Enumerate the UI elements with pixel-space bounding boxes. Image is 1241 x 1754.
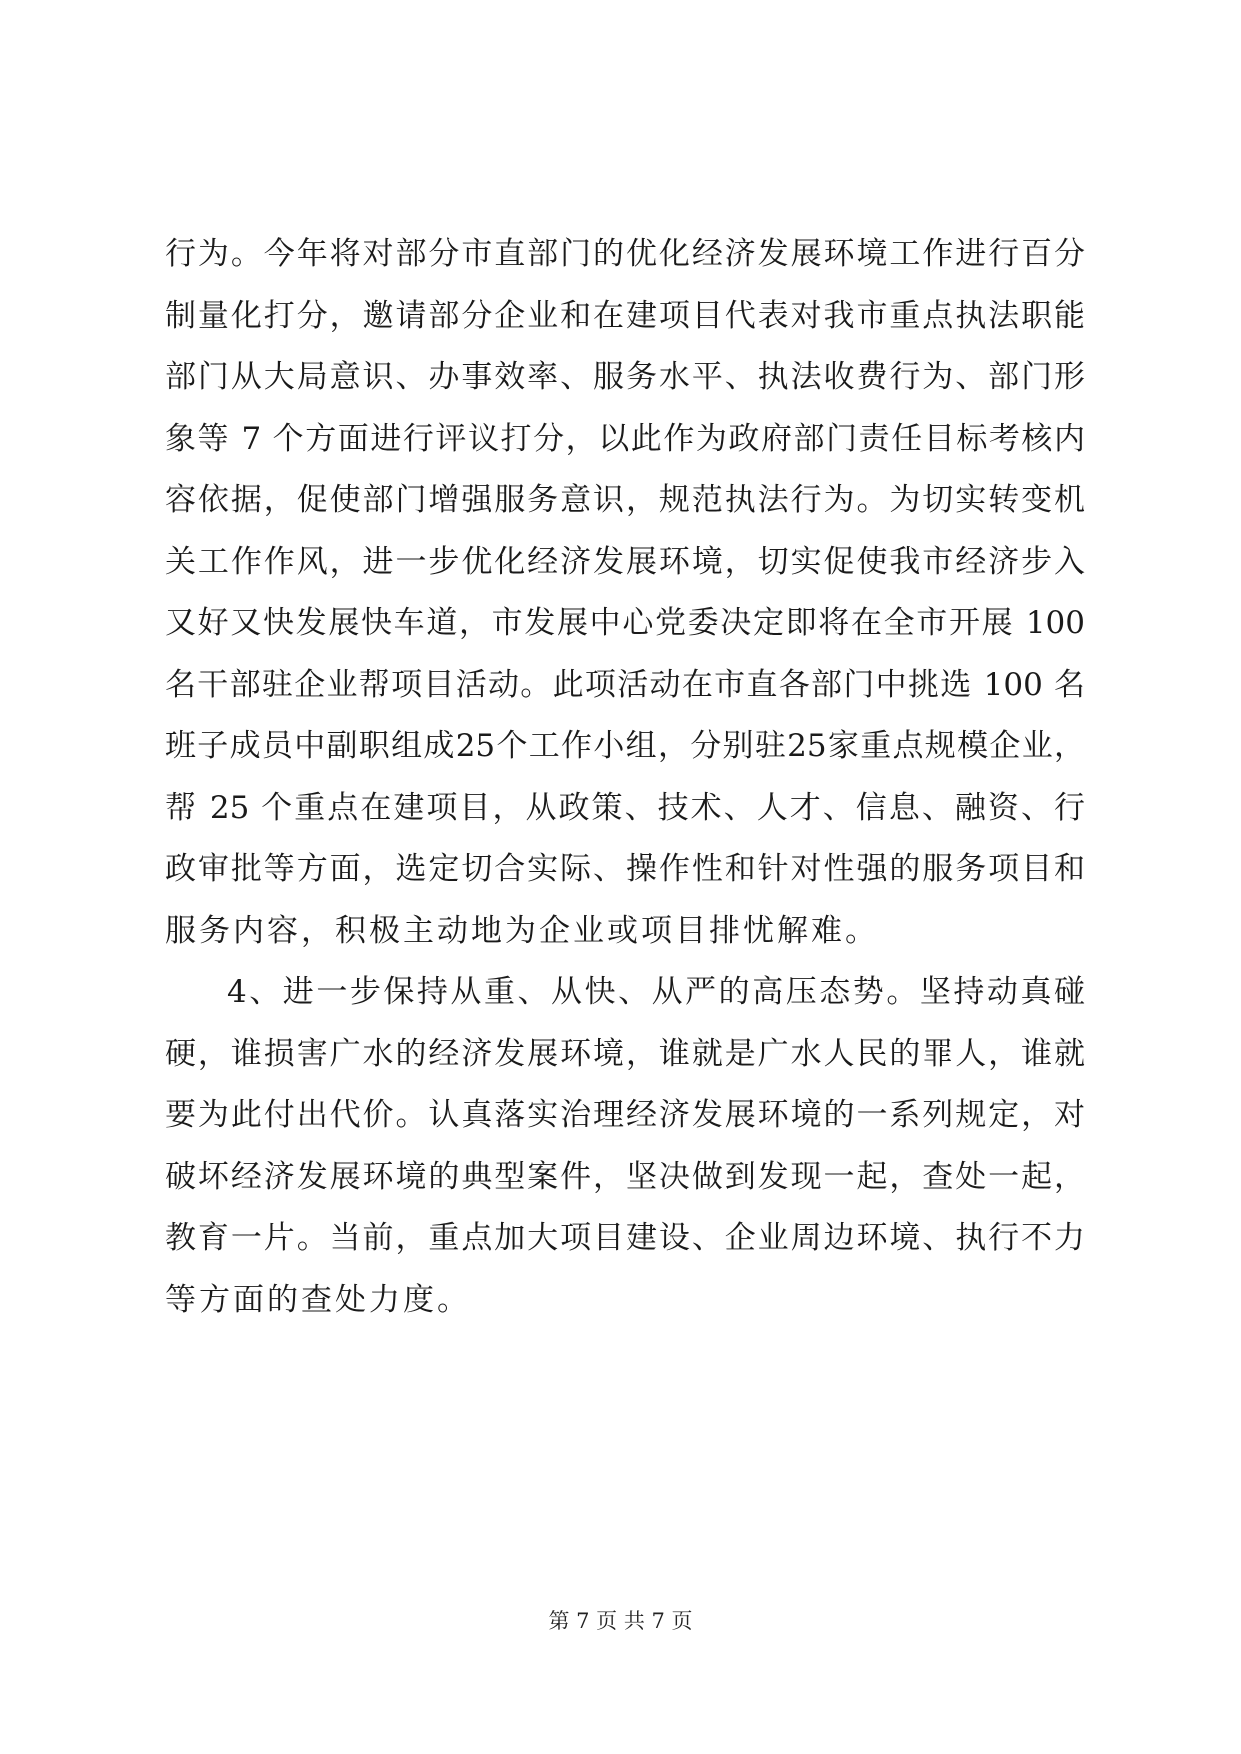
body-line: 教育一片。当前，重点加大项目建设、企业周边环境、执行不力 xyxy=(165,1220,1085,1256)
page-footer xyxy=(0,1605,1241,1635)
body-line: 帮 25 个重点在建项目，从政策、技术、人才、信息、融资、行 xyxy=(165,789,1085,826)
body-line: 要为此付出代价。认真落实治理经济发展环境的一系列规定，对 xyxy=(165,1097,1085,1133)
body-line: 政审批等方面，选定切合实际、操作性和针对性强的服务项目和 xyxy=(165,851,1085,887)
body-line: 班子成员中副职组成25个工作小组，分别驻25家重点规模企业， xyxy=(165,728,1085,764)
document-body xyxy=(165,224,1085,1331)
paragraph-end-line: 等方面的查处力度。 xyxy=(165,1281,471,1318)
body-line: 关工作作风，进一步优化经济发展环境，切实促使我市经济步入 xyxy=(165,543,1085,580)
body-line: 又好又快发展快车道，市发展中心党委决定即将在全市开展 100 xyxy=(165,605,1085,641)
body-line: 容依据，促使部门增强服务意识，规范执法行为。为切实转变机 xyxy=(165,482,1085,518)
page-number-label: 第 7 页 共 7 页 xyxy=(548,1609,693,1633)
body-line: 破坏经济发展环境的典型案件，坚决做到发现一起，查处一起， xyxy=(165,1158,1085,1195)
paragraph-end-line: 服务内容，积极主动地为企业或项目排忧解难。 xyxy=(165,912,879,949)
body-line: 象等 7 个方面进行评议打分，以此作为政府部门责任目标考核内 xyxy=(165,420,1085,457)
paragraph-start-line: 4、进一步保持从重、从快、从严的高压态势。坚持动真碰 xyxy=(227,974,1085,1010)
body-line: 名干部驻企业帮项目活动。此项活动在市直各部门中挑选 100 名 xyxy=(165,666,1085,703)
body-line: 制量化打分，邀请部分企业和在建项目代表对我市重点执法职能 xyxy=(165,297,1085,334)
body-line: 部门从大局意识、办事效率、服务水平、执法收费行为、部门形 xyxy=(165,359,1085,395)
body-line: 硬，谁损害广水的经济发展环境，谁就是广水人民的罪人，谁就 xyxy=(165,1035,1085,1072)
body-line: 行为。今年将对部分市直部门的优化经济发展环境工作进行百分 xyxy=(165,236,1085,272)
